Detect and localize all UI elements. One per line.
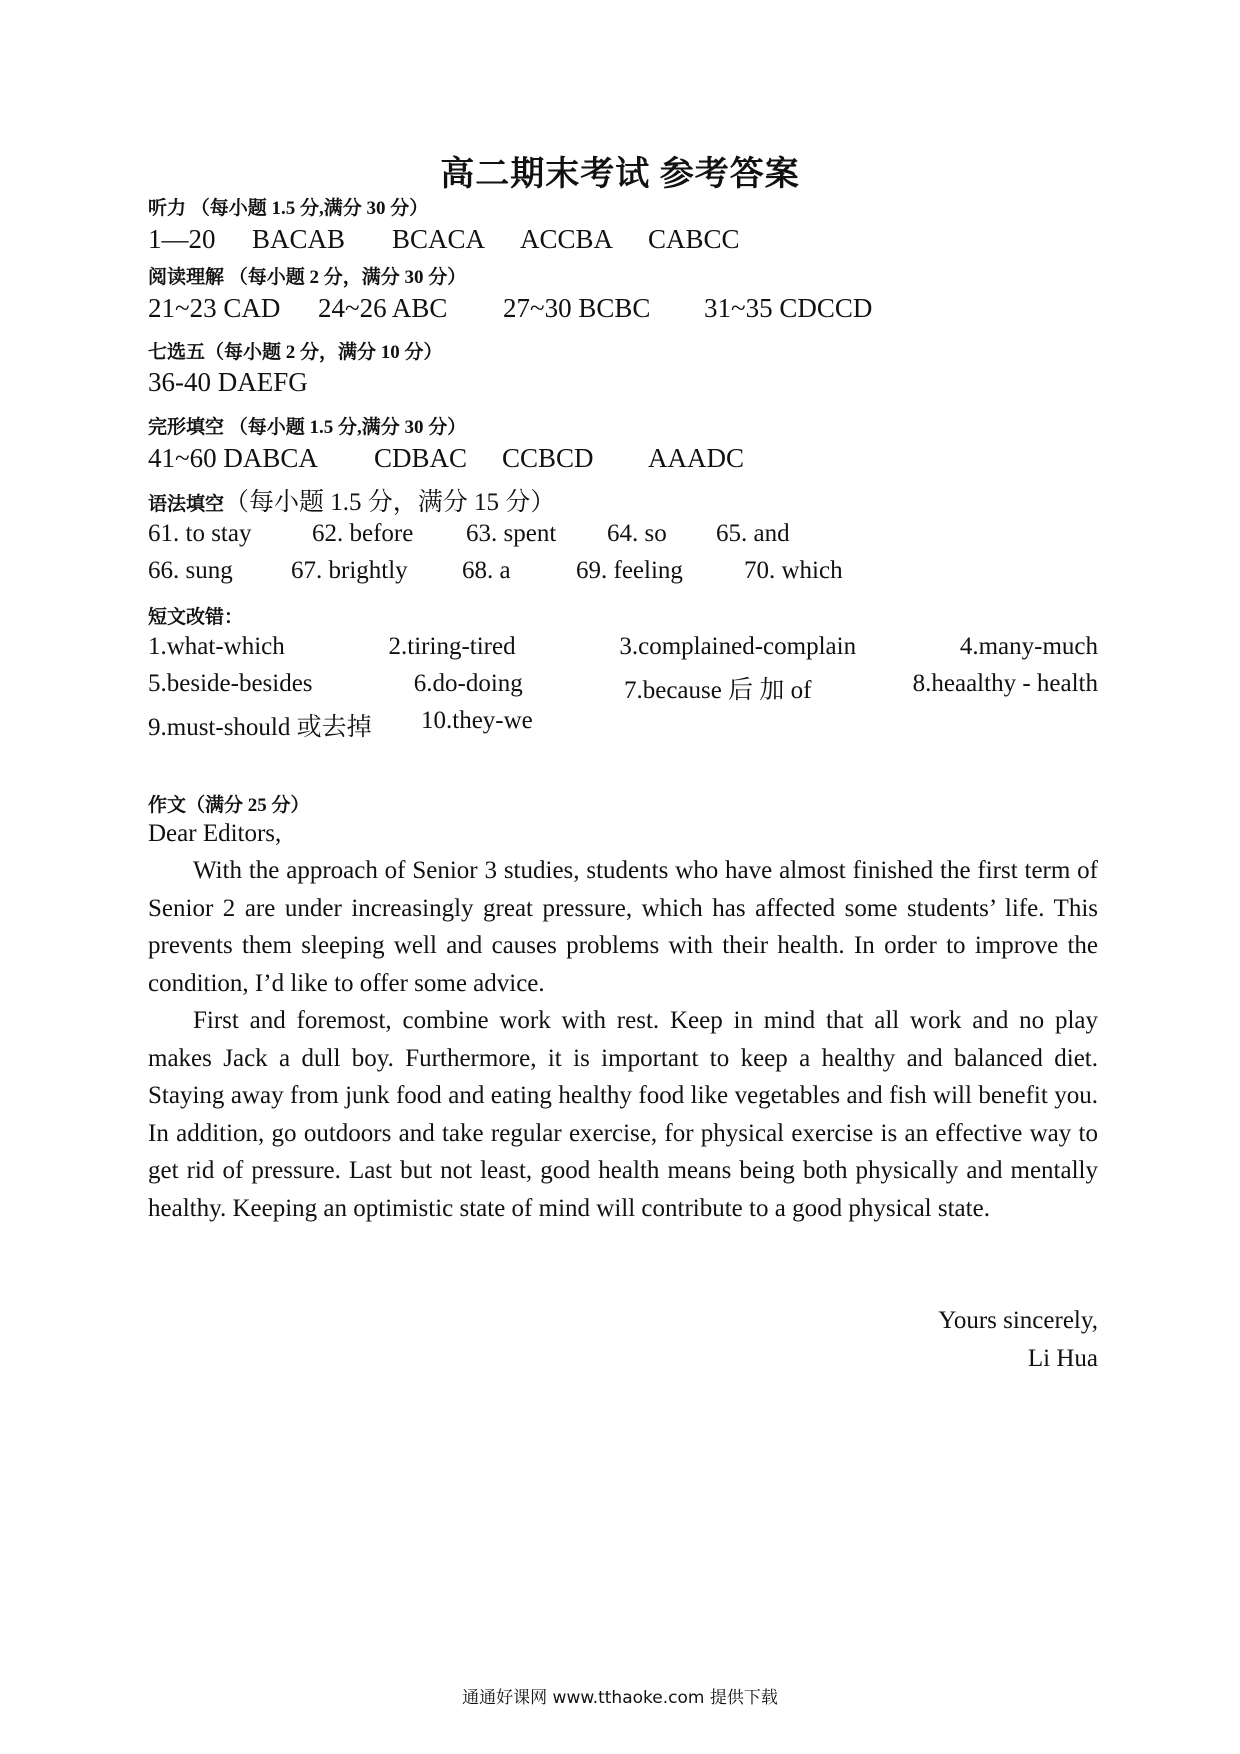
answer-group: BCACA bbox=[392, 224, 486, 254]
correction-item: 5.beside-besides bbox=[148, 670, 313, 697]
grammar-answer: 70. which bbox=[744, 557, 843, 584]
answer-group: 1—20 bbox=[148, 224, 216, 254]
correction-row bbox=[148, 670, 1098, 706]
grammar-answer: 68. a bbox=[462, 557, 511, 584]
answer-group: CABCC bbox=[648, 224, 740, 254]
grammar-answer: 62. before bbox=[312, 520, 414, 547]
letter-paragraph: First and foremost, combine work with rest. Keep in mind that all work and no play makes Jack a dull boy. Furthermore, it is important to keep a healthy and balanced diet. Staying away from junk food and eating healthy food like vegetables and fish will benefit you. In addition, go outdoors and take regular exercise, for physical exercise is an effective way to get rid of pressure. Last but not least, good health means being both physically and mentally healthy. Keeping an optimistic state of mind will contribute to a good physical state. bbox=[148, 1007, 1098, 1222]
correction-item: 6.do-doing bbox=[413, 670, 523, 697]
grammar-answer: 66. sung bbox=[148, 557, 233, 584]
grammar-heading-scoring: （每小题 1.5 分，满分 15 分） bbox=[224, 489, 556, 516]
answer-group: AAADC bbox=[648, 443, 745, 473]
seven-five-heading: 七选五（每小题 2 分，满分 10 分） bbox=[148, 342, 443, 363]
grammar-answer: 64. so bbox=[607, 520, 667, 547]
correction-row bbox=[148, 633, 1098, 661]
grammar-answer: 69. feeling bbox=[576, 557, 683, 584]
page-footer: 通通好课网 www.tthaoke.com 提供下载 bbox=[462, 1688, 778, 1708]
grammar-heading-label: 语法填空 bbox=[148, 494, 225, 515]
answer-group: 41~60 DABCA bbox=[148, 443, 318, 473]
answer-group: 21~23 CAD bbox=[148, 293, 281, 323]
correction-item: 7.because 后 加 of bbox=[623, 677, 812, 704]
grammar-answer: 63. spent bbox=[466, 520, 557, 547]
correction-item: 4.many-much bbox=[959, 633, 1098, 660]
answer-group: 31~35 CDCCD bbox=[704, 293, 873, 323]
answer-group: ACCBA bbox=[520, 224, 614, 254]
correction-heading: 短文改错： bbox=[148, 607, 244, 628]
page-title: 高二期末考试 参考答案 bbox=[440, 156, 800, 193]
correction-item: 9.must-should 或去掉 bbox=[148, 714, 372, 741]
letter-signature: Li Hua bbox=[1027, 1345, 1098, 1372]
letter-closing: Yours sincerely, bbox=[938, 1307, 1098, 1334]
grammar-heading bbox=[148, 482, 555, 518]
correction-item: 10.they-we bbox=[421, 707, 533, 734]
listening-heading: 听力 （每小题 1.5 分,满分 30 分） bbox=[148, 198, 429, 219]
grammar-answer: 65. and bbox=[716, 520, 790, 547]
reading-heading: 阅读理解 （每小题 2 分，满分 30 分） bbox=[148, 267, 467, 288]
answer-group: CDBAC bbox=[374, 443, 468, 473]
answer-group: BACAB bbox=[252, 224, 346, 254]
writing-heading: 作文（满分 25 分） bbox=[148, 795, 310, 816]
letter-paragraph: With the approach of Senior 3 studies, students who have almost finished the first term of Senior 2 are under increasingly great pressure, which has affected some students’ life. This prevents them sleeping well and causes problems with their health. In order to improve the condition, I’d like to offer some advice. bbox=[148, 857, 1098, 997]
correction-item: 3.complained-complain bbox=[619, 633, 857, 660]
answer-group: CCBCD bbox=[502, 443, 594, 473]
answer-group: 24~26 ABC bbox=[318, 293, 448, 323]
answer-group: 36-40 DAEFG bbox=[148, 367, 308, 397]
grammar-answer: 67. brightly bbox=[291, 557, 408, 584]
correction-item: 1.what-which bbox=[148, 633, 285, 660]
letter-salutation: Dear Editors, bbox=[148, 820, 282, 847]
correction-item: 8.heaalthy - health bbox=[912, 670, 1098, 697]
cloze-heading: 完形填空 （每小题 1.5 分,满分 30 分） bbox=[148, 417, 467, 438]
correction-item: 2.tiring-tired bbox=[388, 633, 516, 660]
grammar-answer: 61. to stay bbox=[148, 520, 252, 547]
letter-body bbox=[148, 852, 1098, 1227]
answer-group: 27~30 BCBC bbox=[503, 293, 651, 323]
